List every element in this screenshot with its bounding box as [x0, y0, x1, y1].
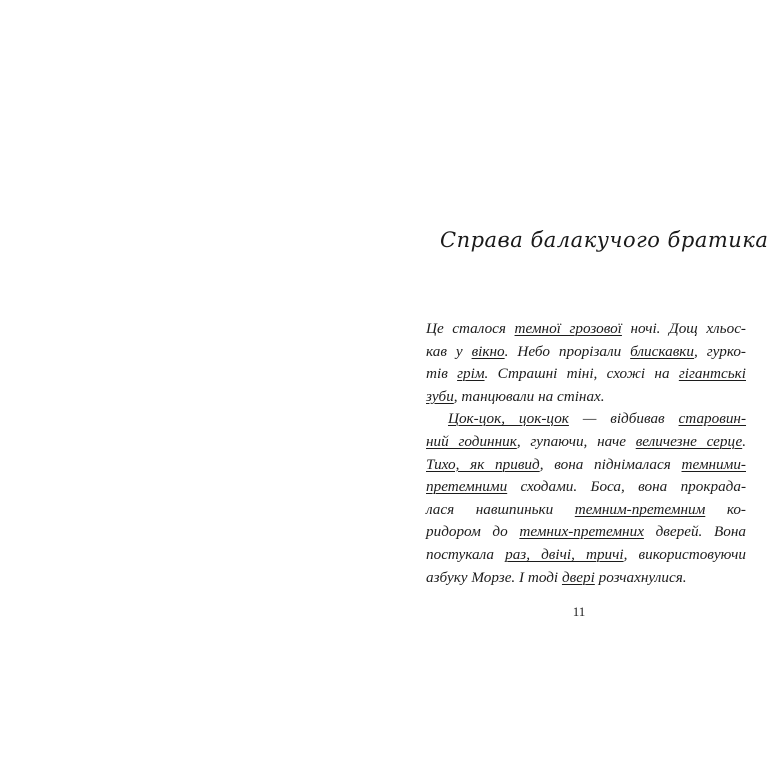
text-segment: , гурко-	[694, 342, 746, 360]
body-text	[426, 318, 746, 589]
text-segment: сходами. Боса, вона прокрада-	[507, 478, 746, 496]
underlined-phrase: старовин-	[678, 410, 747, 428]
text-segment: — відбивав	[568, 410, 679, 428]
underlined-phrase: раз, двічі, тричі	[505, 545, 624, 563]
text-segment: ко-	[705, 500, 746, 518]
underlined-phrase: величезне серце	[635, 432, 743, 450]
text-segment: дверей. Вона	[643, 523, 746, 541]
text-line	[426, 318, 746, 341]
underlined-phrase: гігантські	[678, 365, 746, 383]
underlined-phrase: темними-	[681, 455, 746, 473]
underlined-phrase: зуби	[426, 387, 454, 405]
text-segment: . Небо прорізали	[504, 342, 631, 360]
text-line	[426, 476, 746, 499]
text-line	[426, 454, 746, 477]
underlined-phrase: темних-претемних	[519, 523, 644, 541]
underlined-phrase: претемними	[426, 478, 508, 496]
text-segment: постукала	[426, 545, 506, 563]
chapter-title: Справа балакучого братика	[440, 228, 768, 252]
text-line	[426, 341, 746, 364]
text-segment: , вона піднімалася	[539, 455, 682, 473]
underlined-phrase: Цок-цок, цок-цок	[448, 410, 569, 428]
underlined-phrase: Тихо, як привид	[426, 455, 540, 473]
underlined-phrase: двері	[561, 568, 595, 586]
text-line	[426, 431, 746, 454]
text-segment: , використовуючи	[623, 545, 746, 563]
right-page	[384, 0, 768, 768]
text-segment: . Страшні тіні, схожі на	[484, 365, 679, 383]
page-number: 11	[572, 604, 586, 619]
text-line	[426, 567, 746, 590]
text-segment: лася навшпиньки	[426, 500, 575, 518]
text-segment: , гупаючи, наче	[516, 432, 636, 450]
text-segment: кав у	[426, 342, 472, 360]
text-line	[426, 386, 746, 409]
underlined-phrase: вікно	[471, 342, 505, 360]
underlined-phrase: блискавки	[630, 342, 694, 360]
underlined-phrase: ний годинник	[426, 432, 517, 450]
underlined-phrase: темним-претемним	[574, 500, 706, 518]
text-line	[426, 544, 746, 567]
text-line	[426, 363, 746, 386]
text-segment: азбуку Морзе. І тоді	[426, 568, 562, 586]
text-segment: ридором до	[426, 523, 520, 541]
underlined-phrase: грім	[457, 365, 485, 383]
text-segment: Це сталося	[426, 320, 515, 337]
text-segment: .	[742, 432, 746, 450]
text-segment: ночі. Дощ хльос-	[621, 320, 746, 337]
text-line	[426, 521, 746, 544]
underlined-phrase: темної грозової	[514, 320, 622, 337]
text-segment: розчахнулися.	[594, 568, 687, 586]
text-line	[426, 499, 746, 522]
text-line	[426, 408, 746, 431]
text-segment: тів	[426, 365, 458, 383]
text-segment: , танцювали на стінах.	[453, 387, 605, 405]
